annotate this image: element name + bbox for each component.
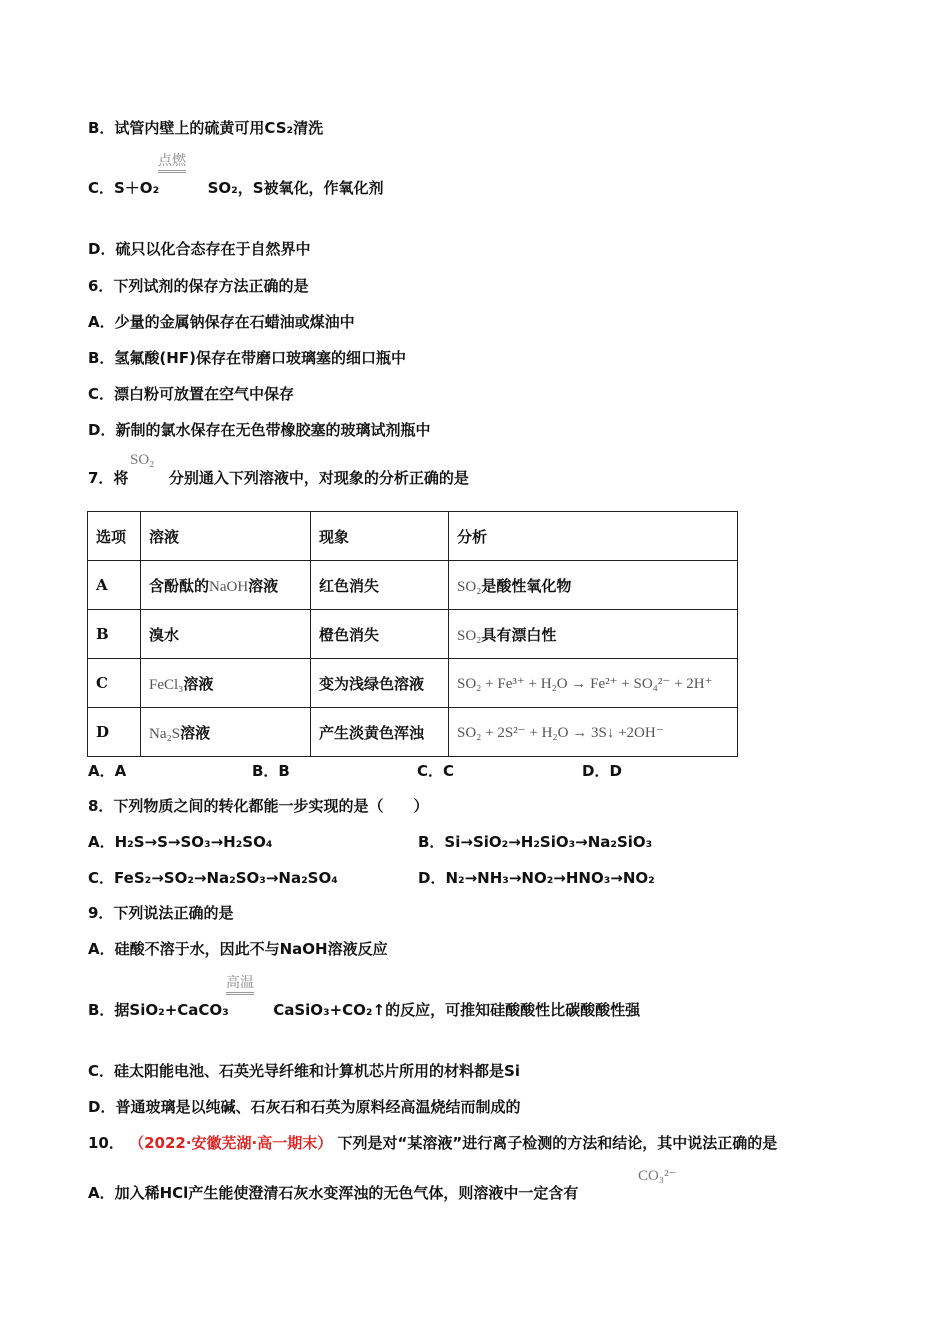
analysis-text: 是酸性氧化物 (481, 576, 572, 595)
row-solution (141, 610, 311, 659)
q5-condition-label: 点燃 (158, 150, 186, 173)
row-analysis (449, 610, 738, 659)
header-option: 选项 (88, 512, 141, 561)
q9-stem: 9．下列说法正确的是 (88, 904, 234, 922)
row-analysis (449, 659, 738, 708)
q7-stem-prefix: 7．将 (88, 469, 129, 487)
row-phenomenon: 变为浅绿色溶液 (311, 659, 449, 708)
q5-option-d: D．硫只以化合态存在于自然界中 (88, 240, 311, 258)
solution-suffix: 溶液 (183, 674, 214, 693)
table-header-row (88, 512, 738, 561)
q5-option-c (88, 178, 384, 198)
solution-formula: FeCl₃ (149, 676, 184, 693)
solution-suffix: 溶液 (180, 723, 211, 742)
table-row (88, 659, 738, 708)
q6-option-a: A．少量的金属钠保存在石蜡油或煤油中 (88, 313, 355, 331)
header-phenomenon: 现象 (311, 512, 449, 561)
analysis-formula: SO₂ + Fe³⁺ + H₂O → Fe²⁺ + SO₄²⁻ + 2H⁺ (457, 675, 713, 692)
row-solution (141, 708, 311, 757)
row-phenomenon: 橙色消失 (311, 610, 449, 659)
row-solution (141, 561, 311, 610)
row-option: D (88, 708, 141, 757)
solution-text: 含酚酞的 (149, 576, 210, 595)
row-option: A (88, 561, 141, 610)
q9-option-d: D．普通玻璃是以纯碱、石灰石和石英为原料经高温烧结而制成的 (88, 1098, 521, 1116)
row-option: C (88, 659, 141, 708)
q7-stem (88, 468, 469, 488)
solution-formula: NaOH (209, 578, 249, 595)
q9-b-suffix: CaSiO₃+CO₂↑的反应，可推知硅酸酸性比碳酸酸性强 (273, 1001, 641, 1019)
q9-option-c: C．硅太阳能电池、石英光导纤维和计算机芯片所用的材料都是Si (88, 1062, 520, 1080)
q10-option-a: A．加入稀HCl产生能使澄清石灰水变浑浊的无色气体，则溶液中一定含有 (88, 1184, 579, 1202)
row-solution (141, 659, 311, 708)
q10-stem-text: 下列是对“某溶液”进行离子检测的方法和结论，其中说法正确的是 (337, 1134, 778, 1152)
table-row (88, 610, 738, 659)
row-phenomenon: 产生淡黄色浑浊 (311, 708, 449, 757)
q9-condition-label: 高温 (226, 972, 254, 995)
solution-text: 溴水 (149, 625, 180, 644)
q8-option-c: C．FeS₂→SO₂→Na₂SO₃→Na₂SO₄ (88, 869, 338, 887)
table-row (88, 708, 738, 757)
q8-option-d: D．N₂→NH₃→NO₂→HNO₃→NO₂ (418, 869, 655, 887)
q7-table (87, 511, 738, 757)
row-phenomenon: 红色消失 (311, 561, 449, 610)
q6-option-c: C．漂白粉可放置在空气中保存 (88, 385, 295, 403)
row-analysis (449, 561, 738, 610)
q6-option-b: B．氢氟酸(HF)保存在带磨口玻璃塞的细口瓶中 (88, 349, 406, 367)
q7-option-c: C．C (417, 762, 455, 780)
q10-source: （2022·安徽芜湖·高一期末） (129, 1134, 333, 1152)
analysis-formula: SO₂ (457, 627, 482, 644)
q10-number: 10． (88, 1134, 124, 1152)
q7-option-b: B．B (252, 762, 290, 780)
q10-formula: CO₃²⁻ (638, 1168, 677, 1184)
header-analysis: 分析 (449, 512, 738, 561)
q8-option-b: B．Si→SiO₂→H₂SiO₃→Na₂SiO₃ (418, 833, 653, 851)
q8-option-a: A．H₂S→S→SO₃→H₂SO₄ (88, 833, 273, 851)
q6-stem: 6．下列试剂的保存方法正确的是 (88, 277, 309, 295)
solution-formula: Na₂S (149, 725, 181, 742)
header-solution: 溶液 (141, 512, 311, 561)
row-option: B (88, 610, 141, 659)
table-row (88, 561, 738, 610)
analysis-formula: SO₂ (457, 578, 482, 595)
analysis-text: 具有漂白性 (481, 625, 557, 644)
q10-stem (88, 1133, 777, 1153)
solution-suffix: 溶液 (248, 576, 279, 595)
q7-so2-formula: SO₂ (130, 452, 155, 468)
q9-option-a: A．硅酸不溶于水，因此不与NaOH溶液反应 (88, 940, 388, 958)
q5-c-prefix: C．S＋O₂ (88, 179, 160, 197)
q9-option-b (88, 1000, 640, 1020)
q7-option-a: A．A (88, 762, 127, 780)
q5-option-b: B．试管内壁上的硫黄可用CS₂清洗 (88, 119, 324, 137)
q5-c-suffix: SO₂，S被氧化，作氧化剂 (207, 179, 384, 197)
q7-stem-suffix: 分别通入下列溶液中，对现象的分析正确的是 (168, 469, 469, 487)
q7-option-d: D．D (582, 762, 622, 780)
q6-option-d: D．新制的氯水保存在无色带橡胶塞的玻璃试剂瓶中 (88, 421, 431, 439)
analysis-formula: SO₂ + 2S²⁻ + H₂O → 3S↓ +2OH⁻ (457, 724, 664, 741)
row-analysis (449, 708, 738, 757)
q8-stem: 8．下列物质之间的转化都能一步实现的是（ ） (88, 797, 429, 815)
q9-b-prefix: B．据SiO₂+CaCO₃ (88, 1001, 229, 1019)
